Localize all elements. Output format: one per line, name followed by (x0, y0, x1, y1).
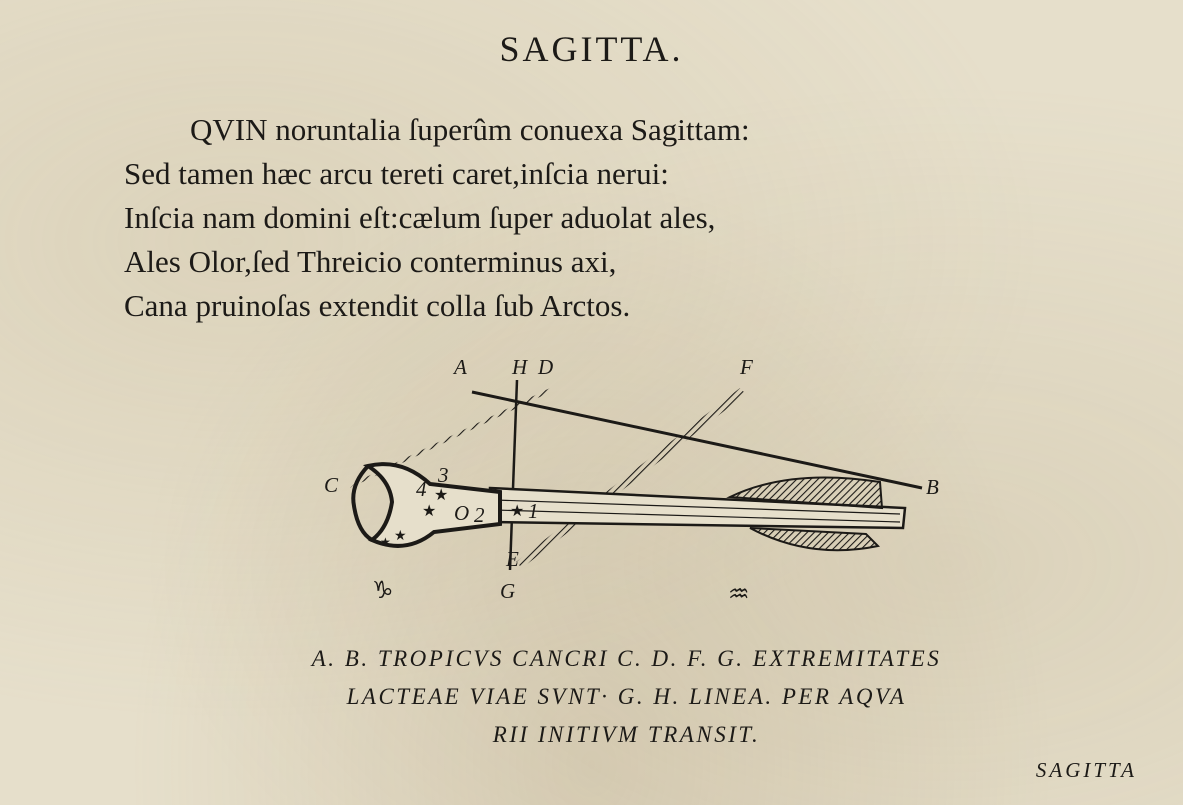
star-4: ★ (422, 501, 437, 520)
capricorn-symbol-icon: ♑ (372, 576, 394, 604)
star-3: ★ (434, 485, 449, 504)
label-c: C (324, 473, 339, 497)
verse-line-3: Inſcia nam domini eſt:cælum ſuper aduolat ales, (124, 200, 716, 235)
verse-line-5: Cana pruinoſas extendit colla ſub Arctos. (124, 288, 631, 323)
sagitta-constellation-figure (310, 350, 970, 620)
verse-line-2: Sed tamen hæc arcu tereti caret,inſcia nerui: (124, 156, 669, 191)
star-number-3: 3 (438, 463, 449, 487)
constellation-diagram (310, 350, 970, 620)
label-d: D (538, 355, 554, 379)
figure-caption (0, 640, 1183, 754)
tropic-line-ab (472, 392, 922, 488)
star-letter-o: O (454, 501, 470, 525)
verse-block (124, 108, 750, 328)
label-f: F (740, 355, 753, 379)
milky-way-band-fg (516, 388, 746, 568)
caption-line-3: RII INITIVM TRANSIT. (492, 722, 761, 747)
catchword: SAGITTA (1035, 758, 1137, 782)
aquarius-symbol-icon: ♒ (728, 580, 750, 608)
label-g: G (500, 579, 516, 603)
caption-line-1: A. B. TROPICVS CANCRI C. D. F. G. EXTREMITATES (311, 646, 942, 671)
star-1: ★ (510, 501, 525, 520)
label-b: B (926, 475, 939, 499)
verse-line-4: Ales Olor,ſed Threicio conterminus axi, (124, 244, 617, 279)
star-head-1: ★ (394, 528, 407, 544)
page-title: SAGITTA. (499, 29, 684, 69)
label-e: E (506, 547, 519, 571)
star-head-2: ★ (380, 535, 391, 549)
label-a: A (454, 355, 467, 379)
label-h: H (512, 355, 528, 379)
caption-line-2: LACTEAE VIAE SVNT· G. H. LINEA. PER AQVA (346, 684, 907, 709)
star-number-4: 4 (416, 477, 427, 501)
star-number-1: 1 (528, 499, 539, 523)
star-number-2: 2 (474, 503, 485, 527)
verse-line-1: QVIN noruntalia ſuperûm conuexa Sagittam: (190, 112, 750, 147)
